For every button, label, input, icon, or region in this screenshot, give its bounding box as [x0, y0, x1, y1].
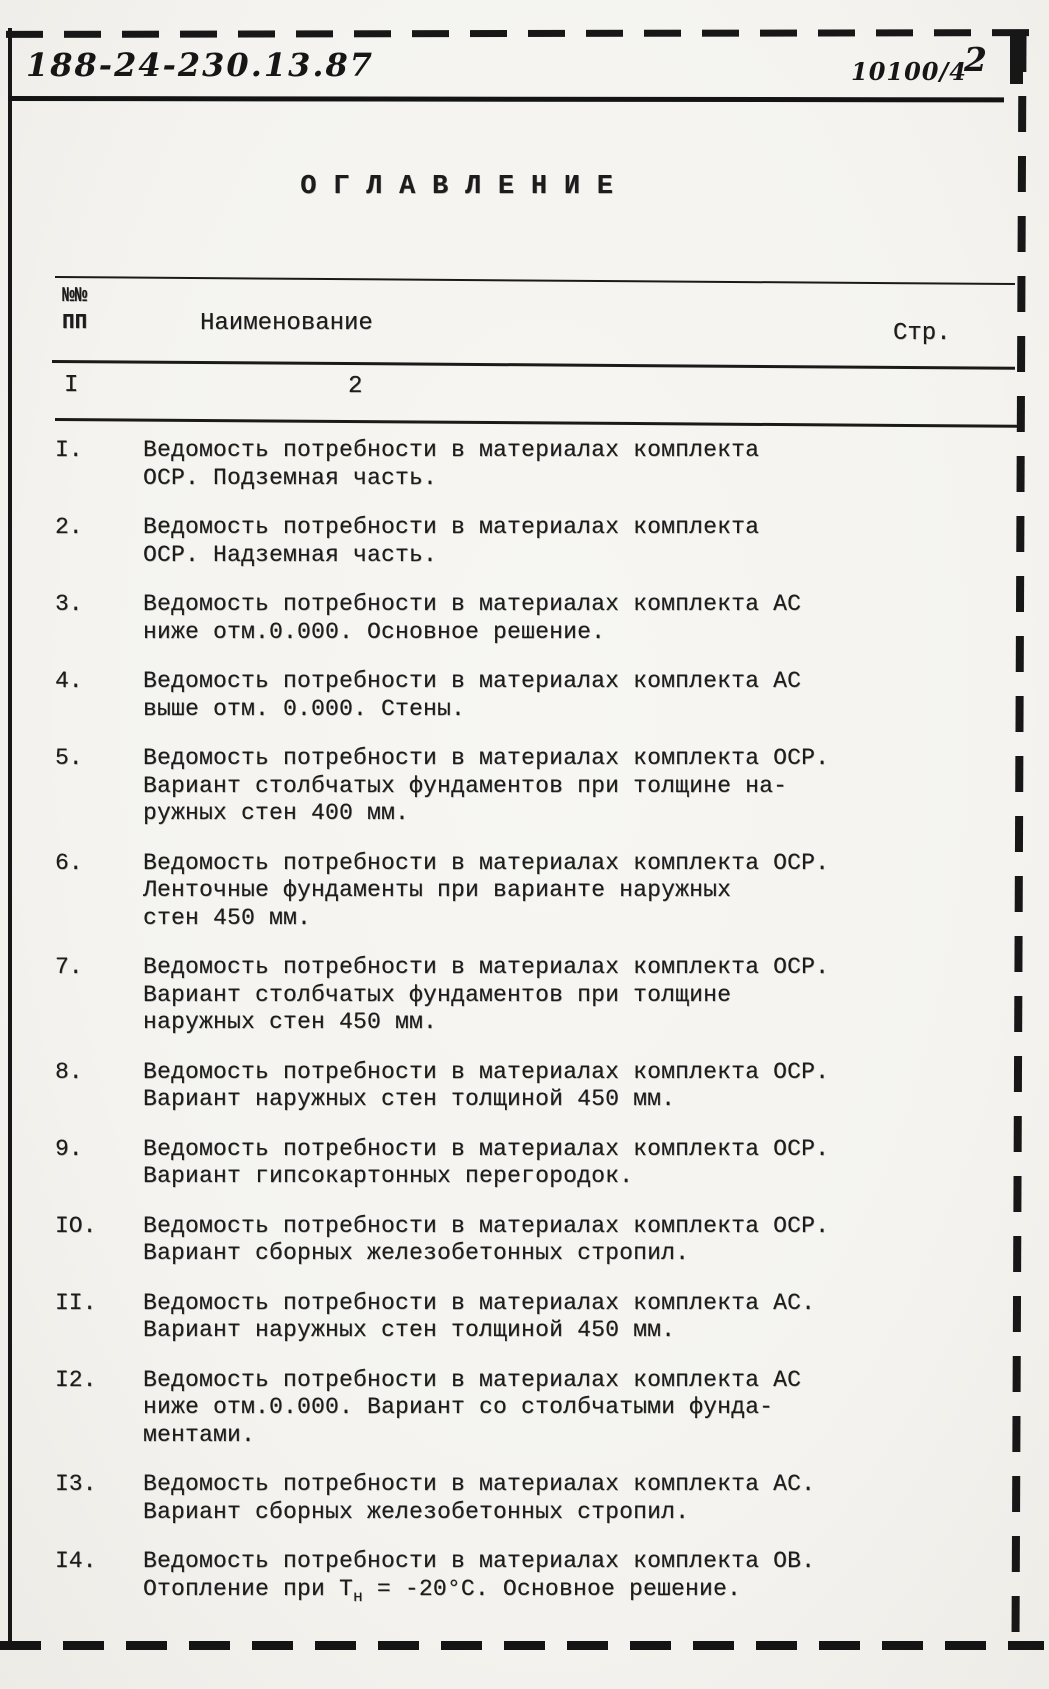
toc-column-index-number: I: [64, 372, 79, 399]
toc-item-text: Ведомость потребности в материалах комплекта ОСР. Надземная часть.: [143, 514, 760, 568]
page-border-top: [6, 29, 1038, 38]
toc-item: [55, 514, 1013, 569]
toc-col-header-number: [62, 283, 87, 337]
toc-item: [55, 1213, 1013, 1268]
stamp-code: 10100/4: [851, 57, 967, 86]
toc-item: [55, 1290, 1013, 1345]
toc-item-text: Ведомость потребности в материалах комплекта ОВ. Отопление при $Т_н = -20^\circ С$. Основное решение.: [143, 1548, 816, 1606]
toc-item-number: II.: [55, 1289, 97, 1316]
toc-item-number: 8.: [55, 1058, 83, 1085]
toc-col-header-page: Стр.: [893, 320, 951, 347]
toc-rule-middle: [52, 360, 1015, 370]
toc-item-number: 2.: [55, 514, 83, 540]
toc-item-number: I4.: [55, 1548, 97, 1574]
toc-item-text: Ведомость потребности в материалах комплекта ОСР. Вариант столбчатых фундаментов при толщине наружных стен 450 мм.: [143, 954, 830, 1035]
toc-rule-bottom: [55, 418, 1018, 428]
toc-item: [55, 850, 1013, 933]
toc-col-header-number-line1: №№: [62, 285, 88, 308]
toc-column-index-name: 2: [348, 373, 363, 400]
toc-item-number: I3.: [55, 1471, 97, 1497]
toc-item: [55, 1136, 1013, 1191]
toc-item-text: Ведомость потребности в материалах комплекта ОСР. Ленточные фундаменты при варианте наружных стен 450 мм.: [143, 849, 830, 931]
toc-item: [55, 745, 1013, 828]
toc-col-header-name: Наименование: [200, 310, 373, 337]
page-border-corner: [1010, 32, 1023, 84]
toc-item-text: Ведомость потребности в материалах комплекта ОСР. Вариант столбчатых фундаментов при толщине на- ружных стен 400 мм.: [143, 745, 830, 826]
toc-item-text: Ведомость потребности в материалах комплекта АС выше отм. 0.000. Стены.: [143, 668, 802, 722]
document-code: 188-24-230.13.87: [26, 46, 375, 84]
toc-item-number: 7.: [55, 954, 83, 980]
page-border-left: [8, 28, 12, 1648]
toc-item-text: Ведомость потребности в материалах комплекта АС ниже отм.0.000. Основное решение.: [143, 591, 802, 645]
toc-item: [55, 591, 1013, 646]
toc-item-number: I.: [55, 437, 83, 463]
page-border-bottom: [0, 1641, 1044, 1650]
toc-item-number: IO.: [55, 1212, 97, 1239]
toc-item-text: Ведомость потребности в материалах комплекта АС. Вариант наружных стен толщиной 450 мм.: [143, 1289, 816, 1343]
page-border-right: [1011, 36, 1026, 1646]
toc-item-text: Ведомость потребности в материалах комплекта ОСР. Подземная часть.: [143, 437, 760, 491]
toc-item: [55, 437, 1013, 492]
toc-item: [55, 1471, 1013, 1526]
toc-item-text: Ведомость потребности в материалах комплекта ОСР. Вариант наружных стен толщиной 450 мм.: [143, 1058, 830, 1112]
toc-item-number: 3.: [55, 591, 83, 617]
toc-item-text: Ведомость потребности в материалах комплекта ОСР. Вариант гипсокартонных перегородок.: [143, 1135, 830, 1189]
toc-item-number: 4.: [55, 668, 83, 694]
toc-item: [55, 668, 1013, 723]
page-number: 2: [964, 40, 987, 79]
toc-item-text: Ведомость потребности в материалах комплекта АС. Вариант сборных железобетонных стропил.: [143, 1471, 816, 1525]
toc-item-number: 9.: [55, 1135, 83, 1162]
toc-item-number: I2.: [55, 1366, 97, 1393]
toc-items: [55, 437, 1013, 1633]
toc-item: [55, 1548, 1013, 1611]
toc-item: [55, 1059, 1013, 1114]
toc-item: [55, 954, 1013, 1037]
header-rule: [8, 96, 1004, 102]
toc-item-text: Ведомость потребности в материалах комплекта АС ниже отм.0.000. Вариант со столбчатыми фунда- ментами.: [143, 1366, 802, 1448]
toc-item: [55, 1367, 1013, 1450]
toc-item-number: 6.: [55, 849, 83, 876]
page-title: ОГЛАВЛЕНИЕ: [300, 172, 630, 202]
toc-rule-top: [55, 276, 1015, 285]
toc-item-number: 5.: [55, 745, 83, 771]
toc-col-header-number-line2: ПП: [62, 312, 88, 335]
toc-item-text: Ведомость потребности в материалах комплекта ОСР. Вариант сборных железобетонных стропил.: [143, 1212, 830, 1266]
